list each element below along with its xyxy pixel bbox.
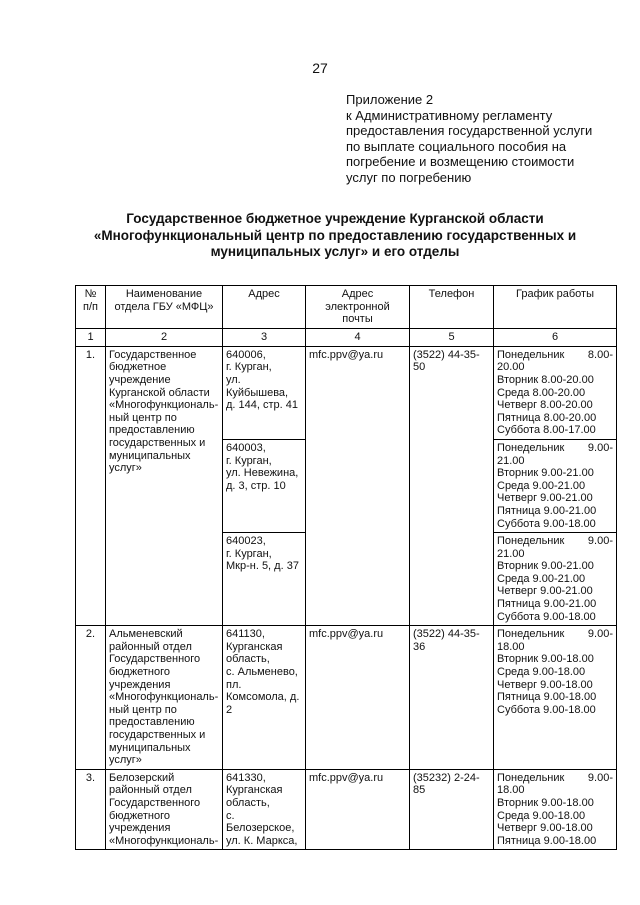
name-line: бюджетного [109,666,170,679]
address-line: г. Курган, [226,361,272,374]
address-line: д. 3, стр. 10 [226,479,286,492]
schedule-line: 18.00 [497,784,525,797]
address-line: с. Альменево, [226,666,298,679]
header-row [76,286,617,329]
office-address [223,533,306,626]
name-line: Альменевский [109,628,183,641]
address-line: Курганская [226,640,283,653]
name-line: «Многофункциональ- [109,834,219,847]
address-line: Курганская [226,784,283,797]
address-line: с. [226,809,235,822]
phone-line: 36 [413,640,426,653]
address-line: 2 [226,703,233,716]
name-line: бюджетного [109,809,170,822]
schedule-line: Пятница 9.00-18.00 [497,834,597,847]
office-phone [410,346,494,625]
address-line: 640003, [226,441,266,454]
name-line: районный отдел [109,640,192,653]
phone-line: 85 [413,784,426,797]
schedule-monday: Понедельник 9.00- [497,535,613,548]
column-number: 6 [494,328,617,346]
schedule-line: Суббота 8.00-17.00 [497,424,596,437]
schedule-line: Суббота 9.00-18.00 [497,703,596,716]
schedule-line: Вторник 9.00-21.00 [497,560,594,573]
appendix-line: предоставления государственной услуги [346,123,593,138]
table-row [76,769,617,850]
phone-line: (3522) 44-35- [413,348,480,361]
column-number: 3 [223,328,306,346]
office-schedule [494,626,617,770]
office-schedule [494,439,617,532]
office-schedule [494,346,617,439]
schedule-line: Пятница 9.00-21.00 [497,598,597,611]
schedule-line: Пятница 8.00-20.00 [497,411,597,424]
office-name [106,346,223,625]
office-email: mfc.ppv@ya.ru [306,346,410,625]
schedule-monday: Понедельник 9.00- [497,771,613,784]
address-line: пл. [226,678,242,691]
page-number: 27 [312,60,328,76]
office-address [223,769,306,850]
schedule-line: Четверг 8.00-20.00 [497,399,593,412]
title-line: Государственное бюджетное учреждение Курганской области [126,211,544,226]
appendix-line: услуг по погребению [346,169,472,185]
schedule-line: 21.00 [497,454,525,467]
schedule-line: 20.00 [497,361,525,374]
appendix-block [346,92,616,185]
schedule-line: 21.00 [497,547,525,560]
schedule-line: Четверг 9.00-18.00 [497,678,593,691]
address-line: 641130, [226,628,265,641]
name-line: учреждения [109,678,171,691]
name-line: Курганской области [109,386,210,399]
column-number: 2 [106,328,223,346]
name-line: бюджетное [109,361,167,374]
name-line: учреждения [109,822,171,835]
title-line: «Многофункциональный центр по предоставлению государственных и [93,227,577,243]
office-name [106,769,223,850]
address-line: ул. К. Маркса, [226,834,298,847]
address-line: Белозерское, [226,822,295,835]
office-phone [410,626,494,770]
address-line: область, [226,653,270,666]
schedule-line: Вторник 9.00-18.00 [497,653,594,666]
name-line: государственных и [109,729,206,741]
schedule-line: 18.00 [497,640,525,653]
schedule-line: Среда 9.00-18.00 [497,809,586,822]
schedule-line: Четверг 9.00-21.00 [497,585,593,598]
name-line: Государственного [109,796,201,809]
column-number: 4 [306,328,410,346]
schedule-line: Четверг 9.00-21.00 [497,492,593,505]
name-line: предоставлению [109,716,195,729]
schedule-monday: Понедельник 9.00- [497,441,613,454]
name-line: муниципальных [109,449,191,462]
table-row [76,626,617,770]
schedule-line: Среда 8.00-20.00 [497,386,586,399]
schedule-line: Вторник 8.00-20.00 [497,373,594,386]
schedule-line: Вторник 9.00-21.00 [497,467,594,480]
name-line: ный центр по [109,411,177,424]
schedule-line: Среда 9.00-18.00 [497,666,586,679]
name-line: учреждение [109,373,171,386]
appendix-line: Приложение 2 [346,92,434,107]
address-line: Комсомола, д. [226,691,300,704]
address-line: Куйбышева, [226,386,289,399]
name-line: Государственного [109,653,201,666]
schedule-monday: Понедельник 8.00- [497,348,613,361]
schedule-line: Среда 9.00-21.00 [497,479,586,492]
schedule-line: Вторник 9.00-18.00 [497,796,594,809]
row-number: 1. [76,346,106,625]
office-address [223,626,306,770]
name-line: услуг» [109,462,142,475]
office-email: mfc.ppv@ya.ru [306,769,410,850]
address-line: 640006, [226,348,266,361]
name-line: услуг» [109,754,142,767]
address-line: д. 144, стр. 41 [226,399,298,412]
row-number: 3. [76,769,106,850]
column-number: 5 [410,328,494,346]
address-line: 640023, [226,535,266,548]
office-phone [410,769,494,850]
address-line: г. Курган, [226,547,272,560]
address-line: ул. Невежина, [226,467,299,480]
schedule-line: Четверг 9.00-18.00 [497,822,593,835]
office-schedule [494,533,617,626]
office-name [106,626,223,770]
name-line: предоставлению [109,424,195,437]
offices-table [75,285,617,850]
schedule-line: Среда 9.00-21.00 [497,572,586,585]
office-email: mfc.ppv@ya.ru [306,626,410,770]
row-number: 2. [76,626,106,770]
address-line: Мкр-н. 5, д. 37 [226,560,299,573]
header-no: № п/п [76,286,106,329]
schedule-line: Пятница 9.00-21.00 [497,504,597,517]
phone-line: (35232) 2-24- [413,771,480,784]
header-phone: Телефон [410,286,494,329]
schedule-line: Суббота 9.00-18.00 [497,517,596,530]
header-address: Адрес [223,286,306,329]
appendix-line: по выплате социального пособия на [346,138,567,154]
header-email: Адрес электронной почты [306,286,410,329]
name-line: ный центр по [109,703,177,716]
phone-line: (3522) 44-35- [413,628,480,641]
schedule-monday: Понедельник 9.00- [497,628,613,641]
appendix-line: погребение и возмещению стоимости [346,154,575,169]
name-line: государственных и [109,436,206,449]
address-line: г. Курган, [226,454,272,467]
document-title [90,211,580,261]
appendix-line: к Административному регламенту [346,107,553,123]
column-number-row [76,328,617,346]
name-line: районный отдел [109,784,192,797]
schedule-line: Пятница 9.00-18.00 [497,691,597,704]
office-address [223,439,306,532]
name-line: Государственное [109,348,197,361]
phone-line: 50 [413,361,426,374]
schedule-line: Суббота 9.00-18.00 [497,610,596,623]
address-line: ул. [226,373,241,386]
table-row [76,346,617,439]
office-address [223,346,306,439]
name-line: Белозерский [109,771,175,784]
header-name: Наименование отдела ГБУ «МФЦ» [106,286,223,329]
address-line: 641330, [226,771,266,784]
name-line: «Многофункциональ- [109,399,219,412]
header-schedule: График работы [494,286,617,329]
column-number: 1 [76,328,106,346]
title-line: муниципальных услуг» и его отделы [210,244,460,259]
name-line: «Многофункциональ- [109,691,219,704]
address-line: область, [226,796,270,809]
name-line: муниципальных [109,741,191,754]
office-schedule [494,769,617,850]
